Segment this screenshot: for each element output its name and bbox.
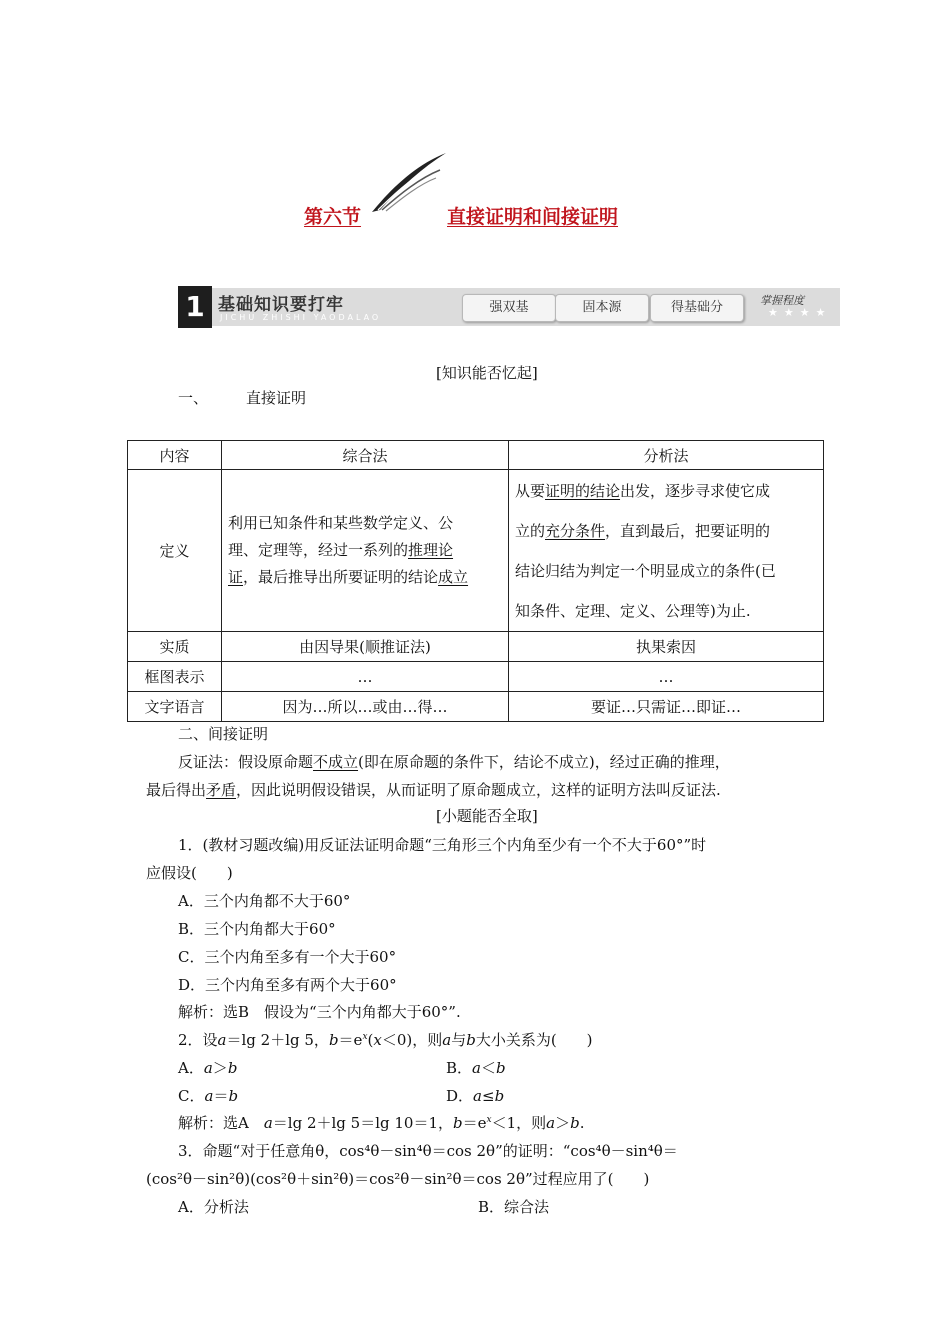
exercise-heading: [小题能否全取] — [436, 807, 538, 825]
section2-title: 二、间接证明 — [178, 725, 269, 743]
comparison-table — [127, 440, 824, 722]
header-synthesis: 综合法 — [222, 441, 509, 470]
q1-stem-line1: 1．(教材习题改编)用反证法证明命题“三角形三个内角至少有一个不大于60°”时 — [178, 836, 707, 854]
section1-number: 一、 — [178, 389, 209, 407]
section1-title: 直接证明 — [246, 389, 307, 407]
q2-option-c: C．a＝b — [178, 1087, 239, 1105]
definition-synthesis: 利用已知条件和某些数学定义、公 理、定理等，经过一系列的推理论 证，最后推导出所要证明的结论成立 — [222, 470, 509, 632]
table-row: 文字语言 因为…所以…或由…得… 要证…只需证…即证… — [128, 692, 824, 722]
swoosh-decoration-icon — [370, 150, 450, 215]
contradiction-line2: 最后得出矛盾，因此说明假设错误，从而证明了原命题成立，这样的证明方法叫反证法. — [146, 781, 721, 799]
contradiction-line1: 反证法：假设原命题不成立(即在原命题的条件下，结论不成立)，经过正确的推理， — [178, 753, 730, 771]
pill-basic-score: 得基础分 — [650, 294, 744, 322]
row-label-definition: 定义 — [128, 470, 222, 632]
q3-option-b: B．综合法 — [478, 1198, 550, 1216]
q1-stem-line2: 应假设( ) — [146, 864, 233, 882]
q2-option-a: A．a＞b — [178, 1059, 238, 1077]
q3-option-a: A．分析法 — [178, 1198, 249, 1216]
table-row: 框图表示 … … — [128, 662, 824, 692]
q2-answer: 解析：选A a＝lg 2＋lg 5＝lg 10＝1，$b=e^x<1$，则a＞b. — [178, 1114, 585, 1132]
q2-option-b: B．a＜b — [446, 1059, 506, 1077]
q3-stem-line2: (cos²θ－sin²θ)(cos²θ＋sin²θ)＝cos²θ－sin²θ＝cos 2θ”过程应用了( ) — [146, 1170, 650, 1188]
mastery-stars-icon: ★★★★ — [768, 306, 832, 319]
banner-pinyin: JICHU ZHISHI YAODALAO — [220, 313, 382, 322]
table-row: 实质 由因导果(顺推证法) 执果索因 — [128, 632, 824, 662]
q2-option-d: D．a≤b — [446, 1087, 505, 1105]
mastery-label: 掌握程度 — [760, 294, 804, 307]
definition-analysis: 从要证明的结论出发，逐步寻求使它成 立的充分条件，直到最后，把要证明的 结论归结为判定一个明显成立的条件(已 知条件、定理、定义、公理等)为止. — [509, 470, 824, 632]
banner-title: 基础知识要打牢 — [218, 295, 344, 315]
table-header-row — [128, 441, 824, 470]
pill-foundation: 固本源 — [555, 294, 649, 322]
q1-option-b: B．三个内角都大于60° — [178, 920, 336, 938]
page-title: 直接证明和间接证明 — [447, 206, 619, 228]
section-label: 第六节 — [304, 206, 362, 228]
banner-number: 1 — [178, 286, 212, 328]
q2-stem: 2．设a＝lg 2＋lg 5，$b=e^x(x<0)$，则a与b大小关系为( ) — [178, 1031, 593, 1049]
table-row-definition — [128, 470, 824, 632]
header-content: 内容 — [128, 441, 222, 470]
q1-option-c: C．三个内角至多有一个大于60° — [178, 948, 397, 966]
q1-option-a: A．三个内角都不大于60° — [178, 892, 351, 910]
q1-option-d: D．三个内角至多有两个大于60° — [178, 976, 397, 994]
knowledge-heading: [知识能否忆起] — [436, 364, 538, 382]
pill-strengthen: 强双基 — [462, 294, 556, 322]
q1-answer: 解析：选B 假设为“三个内角都大于60°”. — [178, 1003, 461, 1021]
q3-stem-line1: 3．命题“对于任意角θ，cos⁴θ－sin⁴θ＝cos 2θ”的证明：“cos⁴θ－sin⁴θ＝ — [178, 1142, 678, 1160]
header-analysis: 分析法 — [509, 441, 824, 470]
